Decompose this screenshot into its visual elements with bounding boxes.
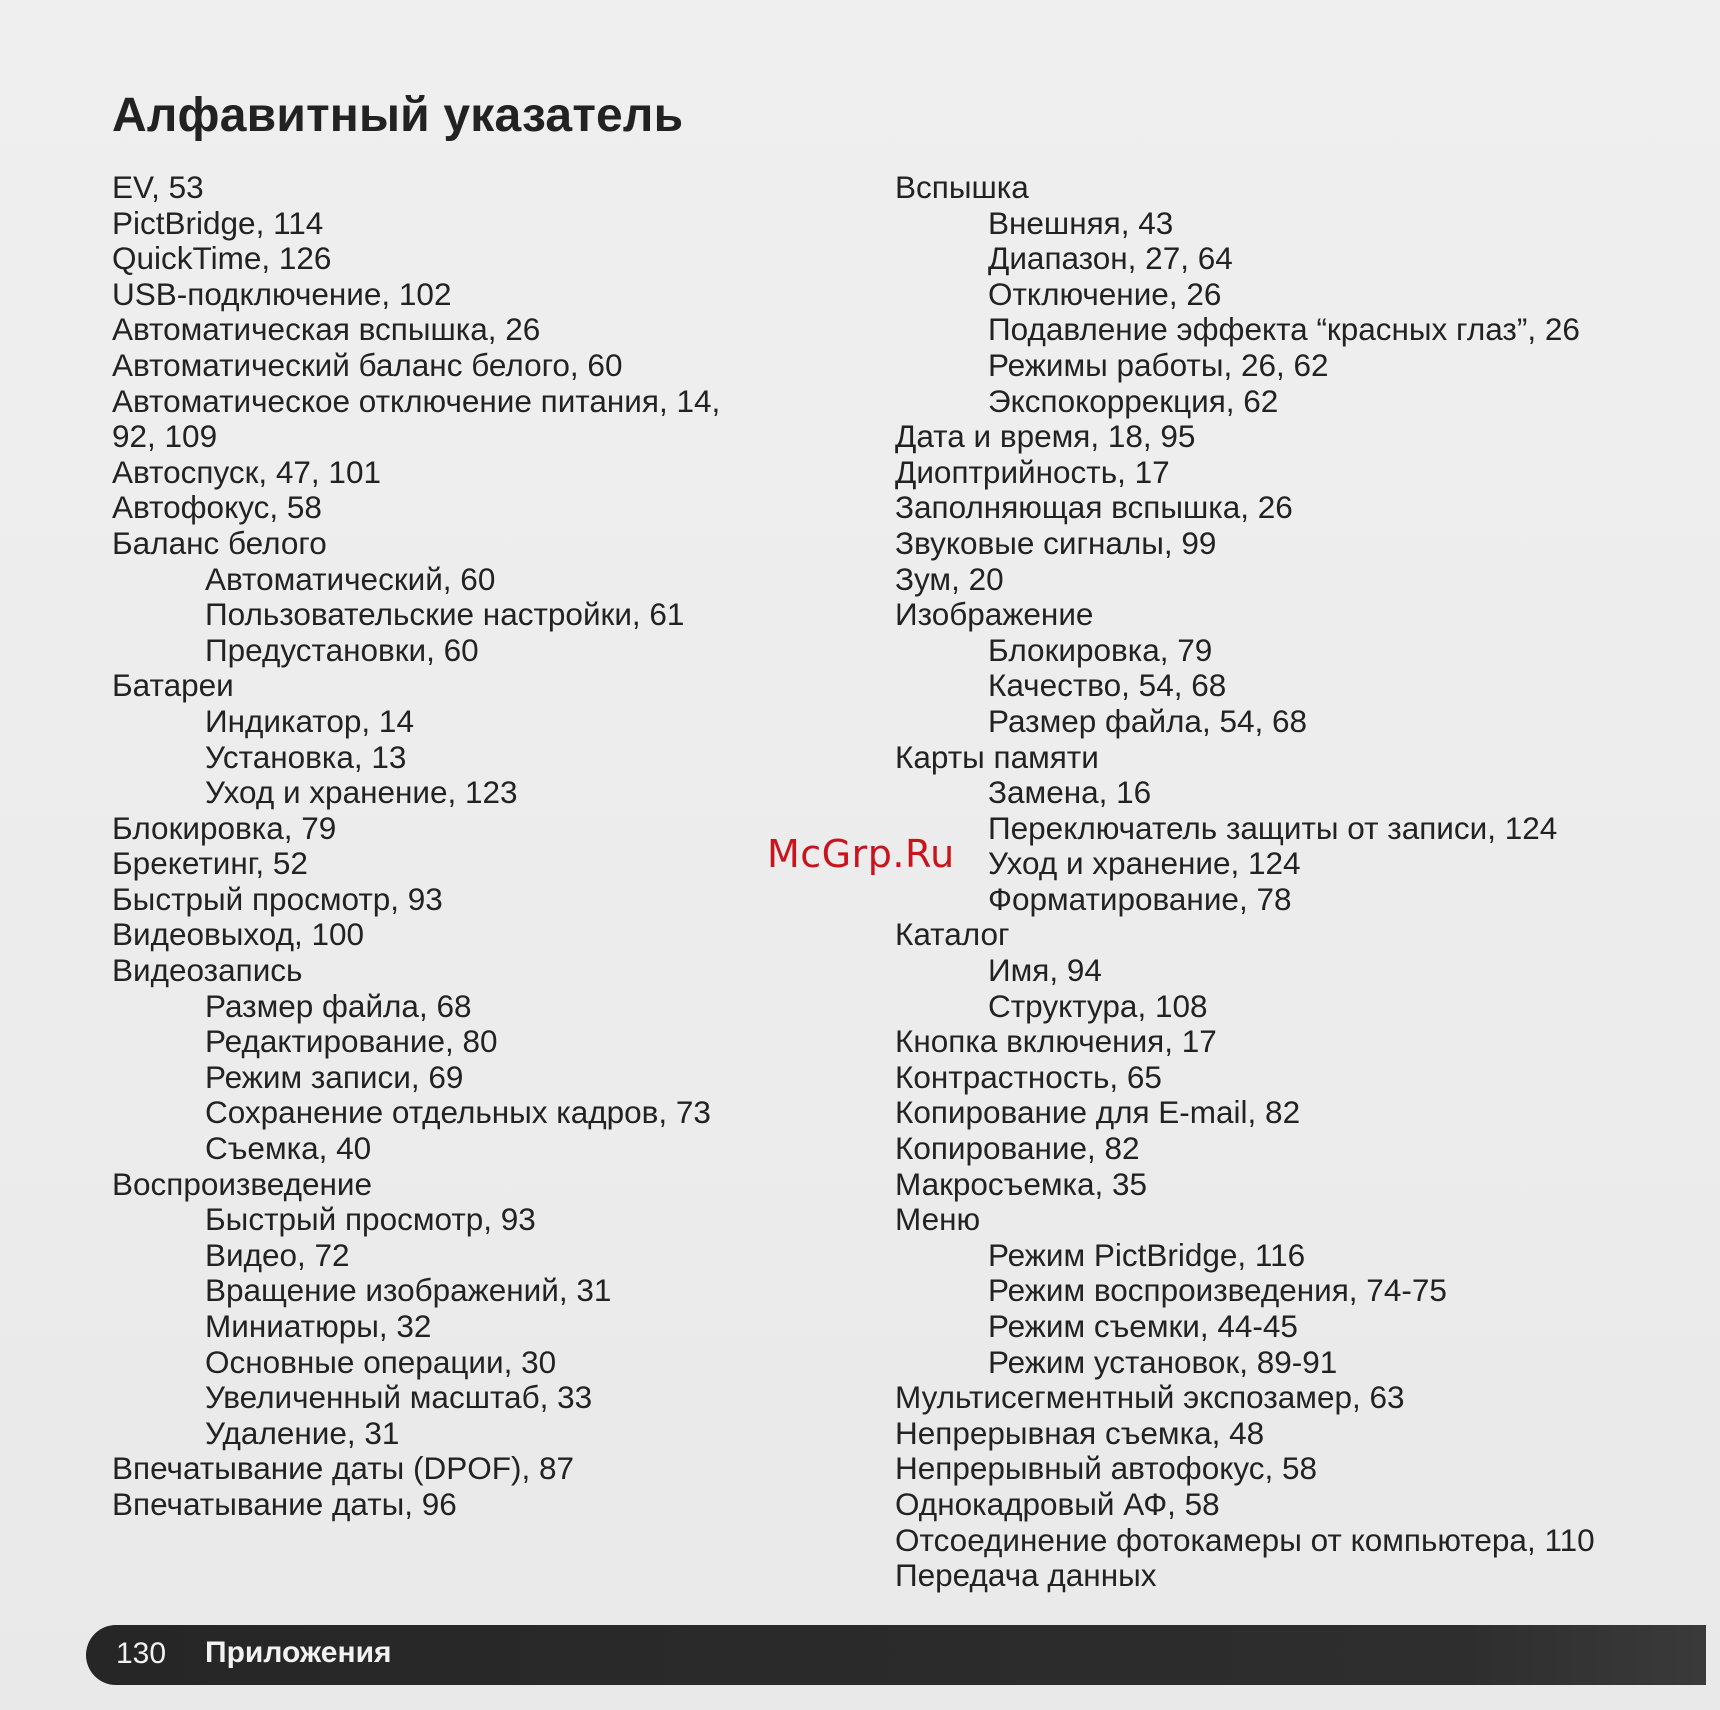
page-number: 130: [116, 1637, 167, 1670]
index-entry: Брекетинг, 52: [112, 845, 308, 882]
index-entry: Видеовыход, 100: [112, 916, 365, 953]
index-subentry: Переключатель защиты от записи, 124: [988, 809, 1558, 846]
index-entry: USB-подключение, 102: [112, 275, 452, 312]
index-entry: Блокировка, 79: [112, 809, 337, 846]
index-entry: QuickTime, 126: [112, 240, 332, 277]
index-subentry: Видео, 72: [205, 1236, 350, 1273]
index-entry: Зум, 20: [895, 560, 1004, 597]
index-subentry: Основные операции, 30: [205, 1343, 557, 1380]
index-subentry: Замена, 16: [988, 774, 1152, 811]
index-entry: Батареи: [112, 667, 234, 704]
index-entry: Автофокус, 58: [112, 489, 322, 526]
watermark-text: McGrp.Ru: [767, 832, 955, 876]
index-subentry: Вращение изображений, 31: [205, 1272, 612, 1309]
index-entry: Автоматический баланс белого, 60: [112, 346, 623, 383]
index-subentry: Экспокоррекция, 62: [988, 382, 1279, 419]
index-entry: Воспроизведение: [112, 1165, 373, 1202]
index-subentry: Подавление эффекта “красных глаз”, 26: [988, 311, 1580, 348]
index-entry: Автоматическая вспышка, 26: [112, 311, 541, 348]
footer-section-title: Приложения: [205, 1636, 392, 1669]
index-subentry: Режим записи, 69: [205, 1058, 464, 1095]
index-entry: Макросъемка, 35: [895, 1165, 1148, 1202]
index-entry: Изображение: [895, 596, 1094, 633]
index-subentry: Индикатор, 14: [205, 702, 414, 739]
index-entry: Копирование для E-mail, 82: [895, 1094, 1301, 1131]
index-subentry: Отключение, 26: [988, 275, 1222, 312]
index-subentry: Структура, 108: [988, 987, 1208, 1024]
index-entry: Каталог: [895, 916, 1010, 953]
index-entry: Меню: [895, 1201, 981, 1238]
index-entry: Видеозапись: [112, 952, 303, 989]
index-entry: Отсоединение фотокамеры от компьютера, 110: [895, 1521, 1595, 1558]
index-entry: EV, 53: [112, 169, 204, 205]
index-subentry: Миниатюры, 32: [205, 1308, 432, 1344]
index-subentry: Внешняя, 43: [988, 204, 1174, 241]
index-entry: Заполняющая вспышка, 26: [895, 489, 1293, 526]
index-subentry: Автоматический, 60: [205, 560, 496, 597]
index-subentry: Быстрый просмотр, 93: [205, 1201, 536, 1238]
index-subentry: Режим съемки, 44-45: [988, 1308, 1298, 1344]
page-title: Алфавитный указатель: [112, 89, 684, 142]
index-subentry: Имя, 94: [988, 952, 1102, 989]
index-subentry: Форматирование, 78: [988, 880, 1292, 917]
index-entry: Контрастность, 65: [895, 1058, 1162, 1095]
index-subentry: Установка, 13: [205, 738, 407, 775]
index-entry: Звуковые сигналы, 99: [895, 524, 1217, 561]
index-subentry: Съемка, 40: [205, 1130, 372, 1167]
index-subentry: Диапазон, 27, 64: [988, 240, 1233, 277]
index-entry: Впечатывание даты (DPOF), 87: [112, 1450, 575, 1487]
index-entry: Быстрый просмотр, 93: [112, 880, 443, 917]
index-entry: Передача данных: [895, 1557, 1157, 1594]
index-entry: Автоматическое отключение питания, 14,: [112, 382, 721, 419]
index-subentry: Размер файла, 68: [205, 987, 472, 1024]
index-entry: Автоспуск, 47, 101: [112, 453, 381, 490]
index-entry: Впечатывание даты, 96: [112, 1485, 457, 1522]
index-subentry: Пользовательские настройки, 61: [205, 596, 685, 633]
index-entry: Однокадровый АФ, 58: [895, 1485, 1220, 1522]
index-entry: Карты памяти: [895, 738, 1099, 775]
index-entry: Диоптрийность, 17: [895, 453, 1170, 490]
index-entry: 92, 109: [112, 418, 218, 455]
index-entry: Баланс белого: [112, 524, 327, 561]
index-entry: Дата и время, 18, 95: [895, 418, 1196, 455]
index-subentry: Режим PictBridge, 116: [988, 1236, 1306, 1273]
index-subentry: Сохранение отдельных кадров, 73: [205, 1094, 711, 1131]
index-subentry: Редактирование, 80: [205, 1023, 498, 1060]
index-entry: Кнопка включения, 17: [895, 1023, 1217, 1060]
index-subentry: Уход и хранение, 124: [988, 845, 1301, 882]
index-entry: Вспышка: [895, 169, 1029, 205]
index-subentry: Режим установок, 89-91: [988, 1343, 1338, 1380]
index-subentry: Режимы работы, 26, 62: [988, 346, 1329, 383]
index-entry: Мультисегментный экспозамер, 63: [895, 1379, 1405, 1416]
index-entry: PictBridge, 114: [112, 204, 324, 241]
index-subentry: Блокировка, 79: [988, 631, 1213, 668]
index-subentry: Размер файла, 54, 68: [988, 702, 1308, 739]
index-column-right: [895, 170, 1675, 1594]
index-subentry: Увеличенный масштаб, 33: [205, 1379, 593, 1416]
index-subentry: Уход и хранение, 123: [205, 774, 518, 811]
index-subentry: Предустановки, 60: [205, 631, 479, 668]
index-entry: Непрерывная съемка, 48: [895, 1414, 1265, 1451]
index-subentry: Качество, 54, 68: [988, 667, 1227, 704]
index-entry: Непрерывный автофокус, 58: [895, 1450, 1318, 1487]
index-subentry: Удаление, 31: [205, 1414, 400, 1451]
index-subentry: Режим воспроизведения, 74-75: [988, 1272, 1447, 1309]
index-entry: Копирование, 82: [895, 1130, 1140, 1167]
